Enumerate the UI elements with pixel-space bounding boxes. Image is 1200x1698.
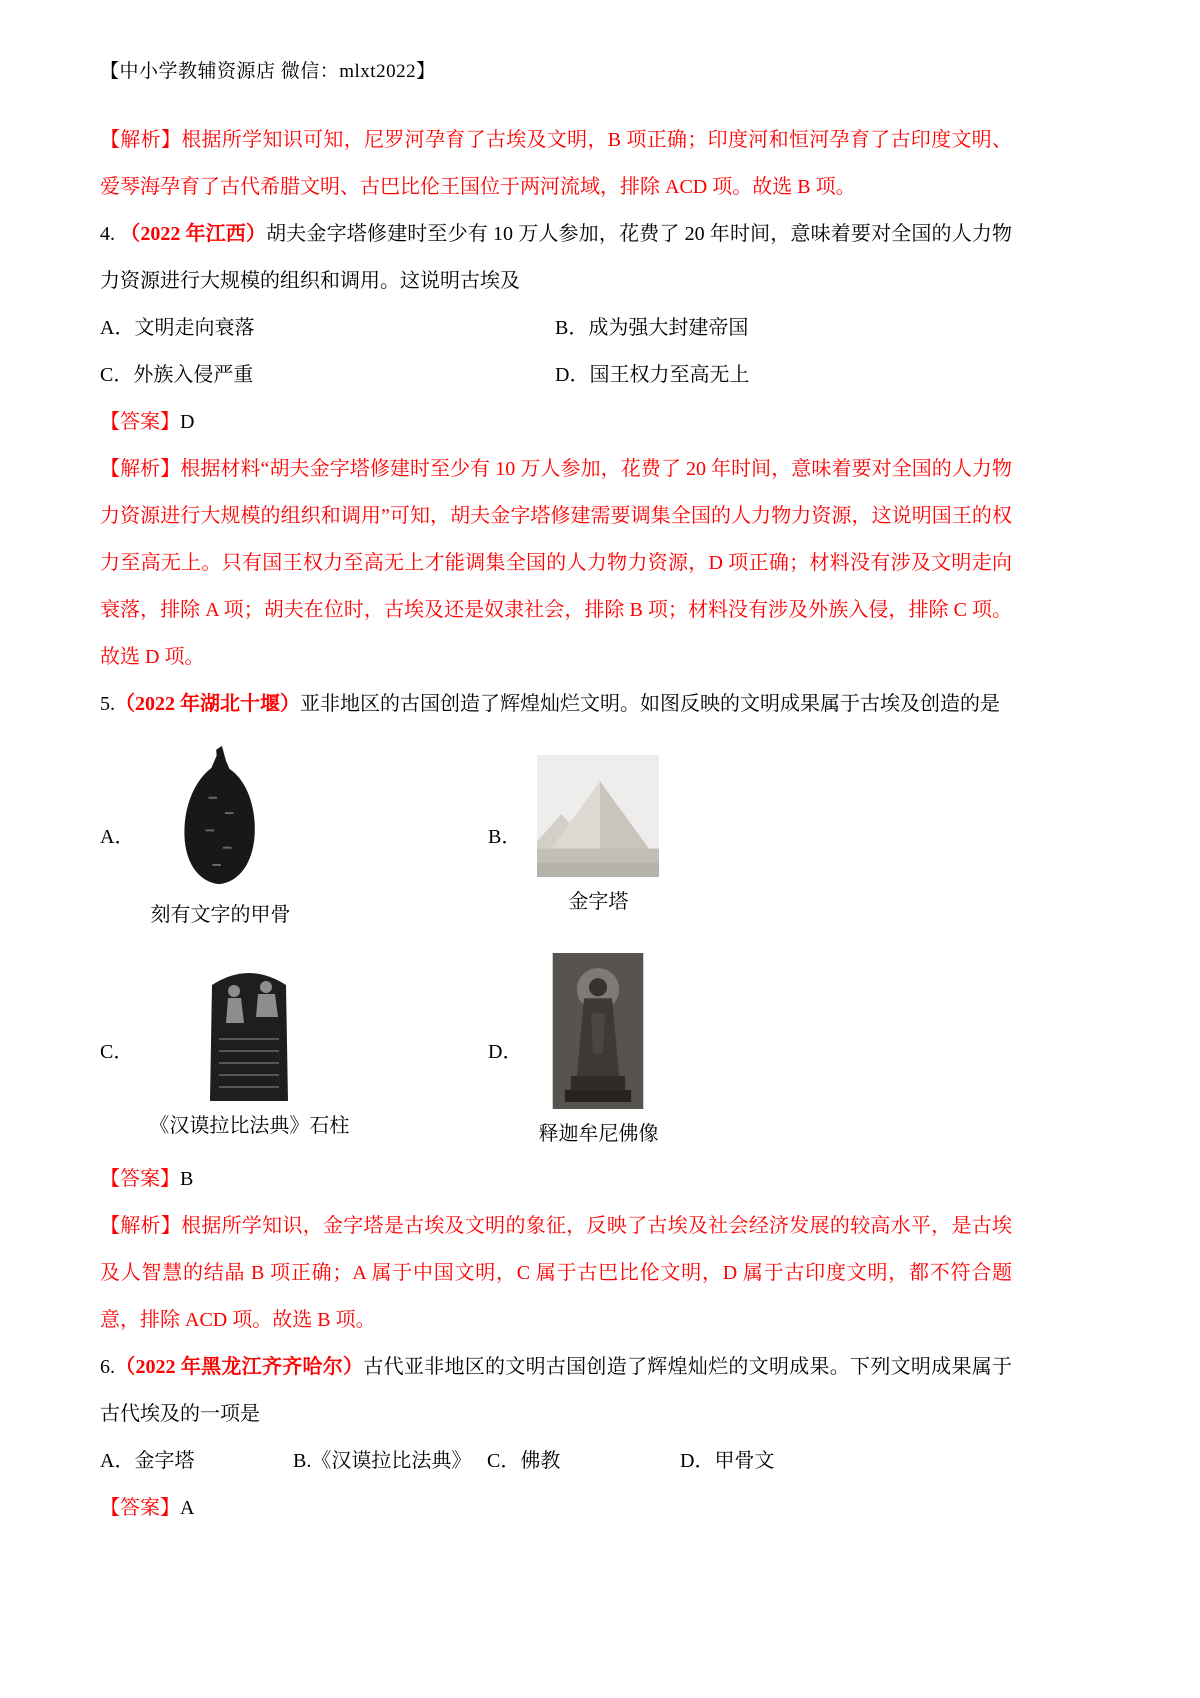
q4-option-a — [100, 305, 555, 352]
q6-stem — [100, 1344, 1012, 1438]
q6-option-c — [487, 1438, 680, 1485]
q5-figure-a-label: A． — [100, 826, 135, 848]
q4-answer-label: 【答案】 — [100, 411, 180, 433]
q6-options — [100, 1438, 1012, 1485]
q6-option-c-text: 佛教 — [520, 1450, 561, 1472]
q5-answer-line — [100, 1156, 1012, 1203]
q4-answer-value: D — [180, 411, 195, 433]
q4-option-d-label: D． — [555, 364, 590, 386]
q5-figure-d-block — [538, 953, 658, 1146]
q6-option-a-text: 金字塔 — [134, 1450, 195, 1472]
q5-number: 5. — [100, 693, 115, 715]
q6-option-a-label: A． — [100, 1450, 135, 1472]
q5-figures — [100, 742, 1012, 1146]
q5-stem — [100, 681, 1012, 728]
q5-analysis: 【解析】根据所学知识，金字塔是古埃及文明的象征，反映了古埃及社会经济发展的较高水平，是古埃及人智慧的结晶 B 项正确；A 属于中国文明，C 属于古巴比伦文明，D 属于古印度文明，都不符合题意，排除 ACD 项。故选 B 项。 — [100, 1215, 1012, 1331]
q6-answer-label: 【答案】 — [100, 1497, 180, 1519]
q4-option-d — [555, 352, 1012, 399]
q5-figure-a-block — [150, 742, 290, 927]
q5-figure-b — [488, 742, 1012, 927]
q5-figure-a — [100, 742, 488, 927]
q4-options — [100, 305, 1012, 399]
q6-stem-text: 古代亚非地区的文明古国创造了辉煌灿烂的文明成果。下列文明成果属于古代埃及的一项是 — [100, 1356, 1013, 1425]
q4-stem — [100, 211, 1012, 305]
q6-answer-line — [100, 1485, 1012, 1532]
q5-figure-d-caption: 释迦牟尼佛像 — [538, 1123, 659, 1145]
q5-source: （2022 年湖北十堰） — [115, 693, 300, 715]
hammurabi-stele-image — [198, 961, 300, 1101]
q5-stem-text: 亚非地区的古国创造了辉煌灿烂文明。如图反映的文明成果属于古埃及创造的是 — [300, 693, 1000, 715]
q5-figure-c-block — [149, 961, 349, 1138]
q6-option-c-label: C． — [487, 1450, 521, 1472]
q6-option-b-label: B. — [293, 1450, 312, 1472]
q5-figure-c — [100, 953, 488, 1146]
q5-figure-c-caption: 《汉谟拉比法典》石柱 — [149, 1115, 350, 1137]
q5-answer-value: B — [180, 1168, 194, 1190]
q4-option-a-text: 文明走向衰落 — [134, 317, 255, 339]
q4-answer-line — [100, 399, 1012, 446]
q4-option-c — [100, 352, 555, 399]
q4-option-b — [555, 305, 1012, 352]
q5-figure-c-label: C． — [100, 1041, 134, 1063]
q6-option-a — [100, 1438, 293, 1485]
q4-number: 4. — [100, 223, 121, 245]
q6-option-b-text: 《汉谟拉比法典》 — [311, 1450, 472, 1472]
q4-option-d-text: 国王权力至高无上 — [589, 364, 750, 386]
q4-option-b-text: 成为强大封建帝国 — [588, 317, 749, 339]
q4-option-b-label: B． — [555, 317, 589, 339]
q6-option-b — [293, 1438, 487, 1485]
q5-figure-b-label: B． — [488, 826, 522, 848]
pyramids-image — [537, 755, 659, 877]
q5-answer-label: 【答案】 — [100, 1168, 180, 1190]
q6-option-d-label: D． — [680, 1450, 715, 1472]
q4-option-c-label: C． — [100, 364, 134, 386]
q4-option-a-label: A． — [100, 317, 135, 339]
q4-source: （2022 年江西） — [120, 223, 267, 245]
q5-figure-b-block — [537, 755, 659, 914]
q6-answer-value: A — [180, 1497, 195, 1519]
q5-figure-d — [488, 953, 1012, 1146]
q4-analysis: 【解析】根据材料“胡夫金字塔修建时至少有 10 万人参加，花费了 20 年时间，意味着要对全国的人力物力资源进行大规模的组织和调用”可知，胡夫金字塔修建需要调集全国的人力物力资源，这说明国王的权力至高无上。只有国王权力至高无上才能调集全国的人力物力资源，D 项正确；材料没有涉及文明走向衰落，排除 A 项；胡夫在位时，古埃及还是奴隶社会，排除 B 项；材料没有涉及外族入侵，排除 C 项。故选 D 项。 — [100, 458, 1012, 668]
store-header: 【中小学教辅资源店 微信：mlxt2022】 — [100, 61, 436, 82]
q6-source: （2022 年黑龙江齐齐哈尔） — [115, 1356, 364, 1378]
oracle-bone-image — [172, 742, 268, 890]
q5-figure-b-caption: 金字塔 — [568, 891, 629, 913]
buddha-statue-image — [552, 953, 644, 1109]
q5-figure-a-caption: 刻有文字的甲骨 — [150, 904, 291, 926]
q6-number: 6. — [100, 1356, 115, 1378]
q6-option-d — [680, 1438, 774, 1485]
q5-figure-d-label: D． — [488, 1041, 523, 1063]
q4-option-c-text: 外族入侵严重 — [133, 364, 254, 386]
q3-analysis: 【解析】根据所学知识可知，尼罗河孕育了古埃及文明，B 项正确；印度河和恒河孕育了古印度文明、爱琴海孕育了古代希腊文明、古巴比伦王国位于两河流域，排除 ACD 项。故选 B 项。 — [100, 129, 1012, 198]
q6-option-d-text: 甲骨文 — [714, 1450, 775, 1472]
q4-stem-text: 胡夫金字塔修建时至少有 10 万人参加，花费了 20 年时间，意味着要对全国的人力物力资源进行大规模的组织和调用。这说明古埃及 — [100, 223, 1013, 292]
